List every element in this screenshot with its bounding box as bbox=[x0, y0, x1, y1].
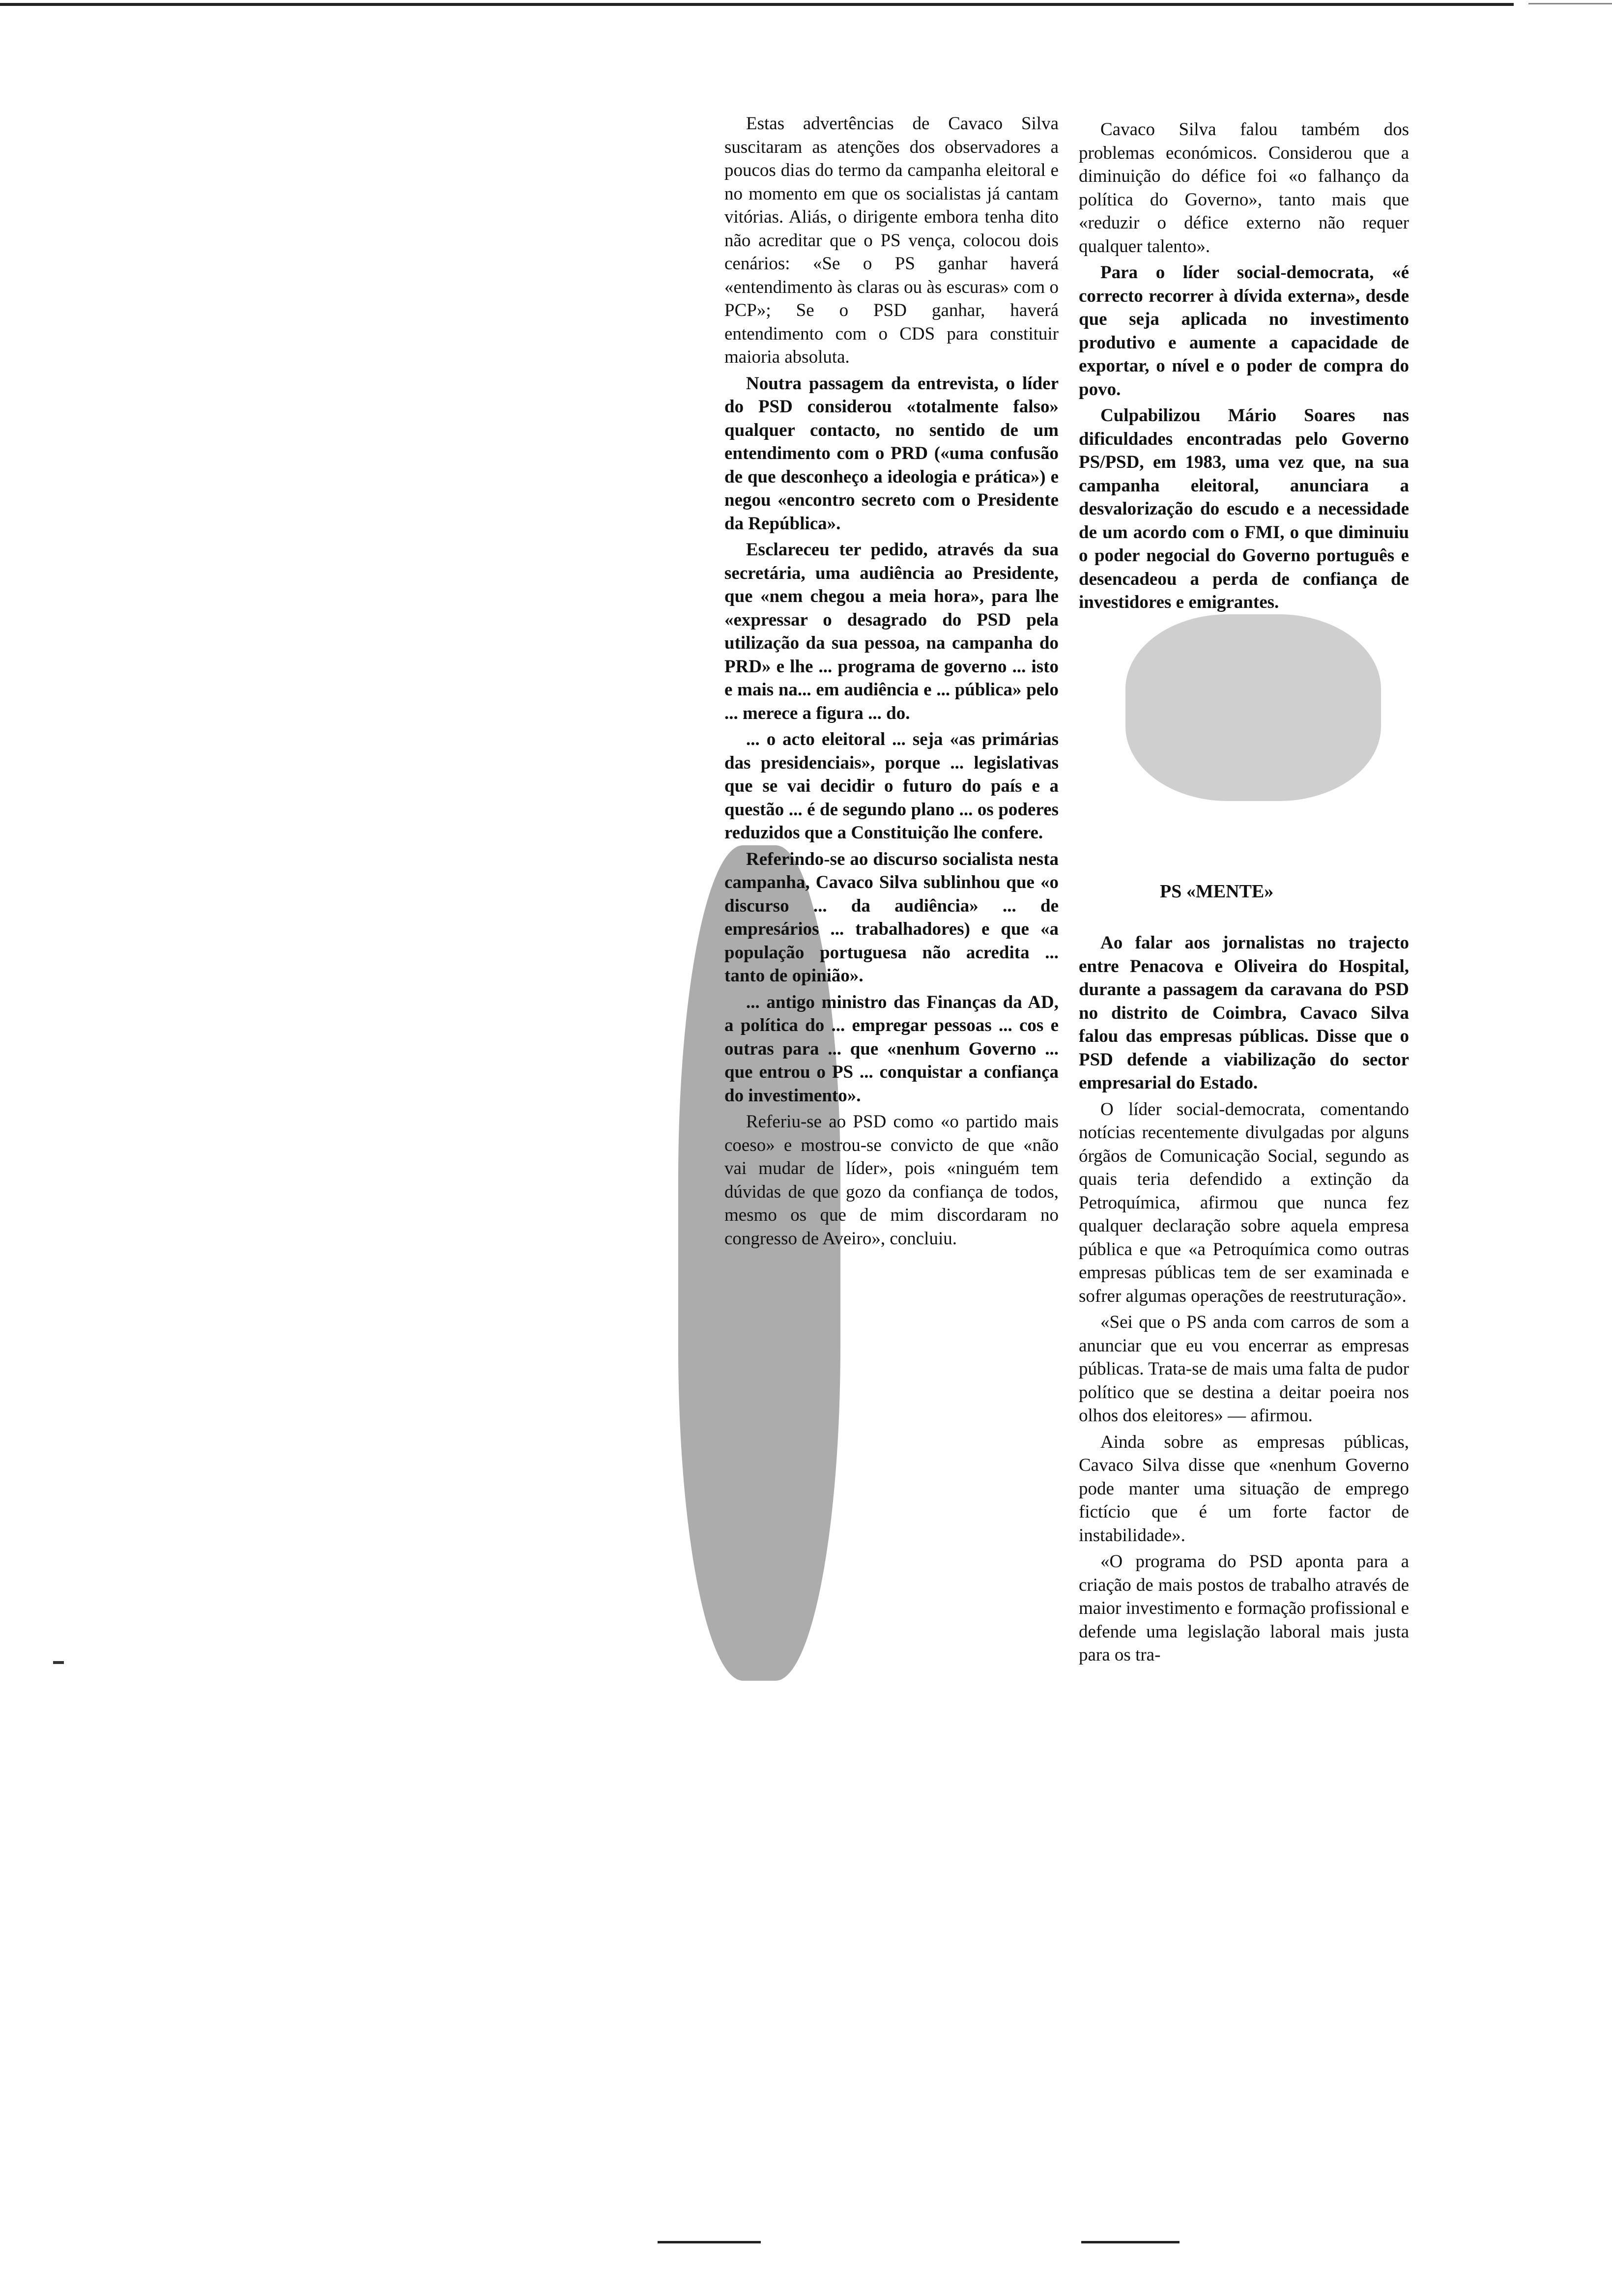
paragraph: Referindo-se ao discurso socialista nesta campanha, Cavaco Silva sublinhou que «o discurso ... da audiência» ... de empresários ... trabalhadores) e que «a população portuguesa não acredita ... tanto de opinião». bbox=[724, 849, 1059, 986]
paragraph: Referiu-se ao PSD como «o partido mais coeso» e mostrou-se convicto de que «não vai mudar de líder», pois «ninguém tem dúvidas de que gozo da confiança de todos, mesmo os que de mim discordaram no congresso de Aveiro», concluiu. bbox=[724, 1112, 1059, 1249]
paragraph: ... o acto eleitoral ... seja «as primárias das presidenciais», porque ... legislativas que se vai decidir o futuro do país e a questão ... é de segundo plano ... os poderes reduzidos que a Constituição lhe confere. bbox=[724, 729, 1059, 843]
column-end-rule bbox=[1081, 2241, 1180, 2243]
paragraph: «O programa do PSD aponta para a criação de mais postos de trabalho através de maior investimento e formação profissional e defende uma legislação laboral mais justa para os tra- bbox=[1079, 1551, 1409, 1665]
article-column-3 bbox=[1079, 931, 1409, 1670]
paragraph: Esclareceu ter pedido, através da sua secretária, uma audiência ao Presidente, que «nem chegou a meia hora», para lhe «expressar o desagrado do PSD pela utilização da sua pessoa, na campanha do PRD» e lhe ... programa de governo ... isto e mais na... em audiência e ... pública» pelo ... merece a figura ... do. bbox=[724, 540, 1059, 723]
article-column-2 bbox=[1079, 118, 1409, 617]
paragraph: Estas advertências de Cavaco Silva suscitaram as atenções dos observadores a poucos dias do termo da campanha eleitoral e no momento em que os socialistas já cantam vitórias. Aliás, o dirigente embora tenha dito não acreditar que o PS vença, colocou dois cenários: «Se o PS ganhar haverá «entendimento às claras ou às escuras» com o PCP»; Se o PSD ganhar, haverá entendimento com o CDS para constituir maioria absoluta. bbox=[724, 114, 1059, 367]
paragraph: Para o líder social-democrata, «é correcto recorrer à dívida externa», desde que seja aplicada no investimento produtivo e aumente a capacidade de exportar, o nível e o poder de compra do povo. bbox=[1079, 262, 1409, 400]
margin-mark bbox=[53, 1661, 64, 1664]
paragraph: «Sei que o PS anda com carros de som a anunciar que eu vou encerrar as empresas públicas. Trata-se de mais uma falta de pudor político que se destina a deitar poeira nos olhos dos eleitores» — afirmou. bbox=[1079, 1312, 1409, 1426]
paragraph: ... antigo ministro das Finanças da AD, a política do ... empregar pessoas ... cos e outras para ... que «nenhum Governo ... que entrou o PS ... conquistar a confiança do investimento». bbox=[724, 992, 1059, 1106]
top-border-rule bbox=[0, 3, 1514, 6]
paragraph: Culpabilizou Mário Soares nas dificuldades encontradas pelo Governo PS/PSD, em 1983, uma vez que, na sua campanha eleitoral, anunciara a desvalorização do escudo e a necessidade de um acordo com o FMI, o que diminuiu o poder negocial do Governo português e desencadeou a perda de confiança de investidores e emigrantes. bbox=[1079, 405, 1409, 612]
paragraph: Ainda sobre as empresas públicas, Cavaco Silva disse que «nenhum Governo pode manter uma situação de emprego fictício que é um forte factor de instabilidade». bbox=[1079, 1432, 1409, 1546]
paragraph: Noutra passagem da entrevista, o líder do PSD considerou «totalmente falso» qualquer contacto, no sentido de um entendimento com o PRD («uma confusão de que desconheço a ideologia e prática») e negou «encontro secreto com o Presidente da República». bbox=[724, 373, 1059, 534]
print-smudge bbox=[1125, 614, 1381, 801]
top-border-rule-right bbox=[1528, 3, 1612, 4]
paragraph: Ao falar aos jornalistas no trajecto entre Penacova e Oliveira do Hospital, durante a passagem da caravana do PSD no distrito de Coimbra, Cavaco Silva falou das empresas públicas. Disse que o PSD defende a viabilização do sector empresarial do Estado. bbox=[1079, 933, 1409, 1093]
print-smudge bbox=[678, 845, 840, 1681]
section-heading: PS «MENTE» bbox=[1160, 881, 1274, 902]
column-end-rule bbox=[658, 2241, 761, 2243]
paragraph: Cavaco Silva falou também dos problemas económicos. Considerou que a diminuição do défice foi «o falhanço da política do Governo», tanto mais que «reduzir o défice externo não requer qualquer talento». bbox=[1079, 119, 1409, 257]
paragraph: O líder social-democrata, comentando notícias recentemente divulgadas por alguns órgãos de Comunicação Social, segundo as quais teria defendido a extinção da Petroquímica, afirmou que nunca fez qualquer declaração sobre aquela empresa pública e que «a Petroquímica como outras empresas públicas tem de ser examinada e sofrer algumas operações de reestruturação». bbox=[1079, 1099, 1409, 1306]
